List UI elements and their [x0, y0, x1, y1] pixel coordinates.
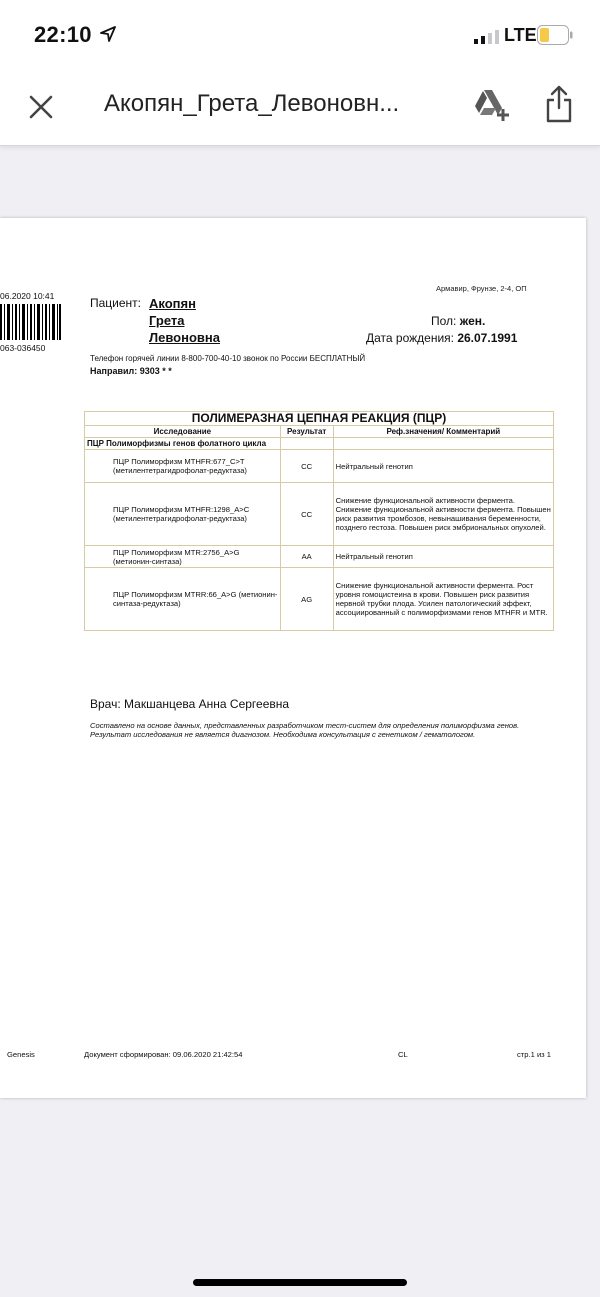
barcode-date: 06.2020 10:41 [0, 291, 55, 301]
patient-patronymic: Левоновна [149, 330, 220, 345]
patient-surname: Акопян [149, 296, 196, 311]
lab-address: Армавир, Фрунзе, 2-4, ОП [436, 284, 527, 293]
home-indicator[interactable] [193, 1279, 407, 1286]
share-icon[interactable] [544, 84, 574, 124]
document-page [0, 218, 586, 1098]
test-comment: Нейтральный генотип [333, 546, 553, 568]
patient-first-name: Грета [149, 313, 185, 328]
status-time: 22:10 [34, 22, 92, 47]
footer-generated: Документ сформирован: 09.06.2020 21:42:54 [84, 1050, 243, 1059]
test-comment: Снижение функциональной активности фермента. Снижение функциональной активности фермента. Повышен риск развития тромбозов, невынашивания беременности, позднего гестоза. Повышен риск эмбриональных опухолей. [333, 483, 553, 546]
patient-label: Пациент: [90, 296, 142, 310]
signal-icon [474, 30, 500, 44]
dob-label: Дата рождения: [366, 331, 454, 345]
close-icon[interactable] [26, 92, 56, 122]
table-row [85, 450, 554, 483]
dob-value: 26.07.1991 [457, 331, 518, 345]
group-empty-comment [333, 438, 553, 450]
header-reference: Реф.значения/ Комментарий [333, 426, 553, 438]
footer-page: стр.1 из 1 [517, 1050, 551, 1059]
hotline-text: Телефон горячей линии 8-800-700-40-10 звонок по России БЕСПЛАТНЫЙ [90, 354, 366, 363]
disclaimer: Составлено на основе данных, представленных разработчиком тест-систем для определения полиморфизма генов. Результат исследования не является диагнозом. Необходима консультация с генетиком / гематологом. [90, 721, 520, 739]
patient-name [149, 295, 220, 346]
test-name: ПЦР Полиморфизм MTHFR:677_C>T (метилентетрагидрофолат-редуктаза) [85, 450, 281, 483]
footer-code: CL [398, 1050, 408, 1059]
patient-dob [366, 331, 517, 345]
test-name: ПЦР Полиморфизм MTHFR:1298_A>C (метилентетрагидрофолат-редуктаза) [85, 483, 281, 546]
table-row [85, 483, 554, 546]
sex-label: Пол: [431, 314, 457, 328]
sex-value: жен. [459, 314, 486, 328]
barcode-number: 063-036450 [0, 343, 46, 353]
test-comment: Снижение функциональной активности фермента. Рост уровня гомоцистеина в крови. Повышен риск развития нервной трубки плода. Усилен патологический эффект, ассоциированный с полиморфизмами генов MTHFR и MTR. [333, 568, 553, 631]
test-result: AG [280, 568, 333, 631]
document-title: Акопян_Грета_Левоновн... [104, 90, 400, 117]
status-bar [0, 0, 600, 70]
table-row [85, 568, 554, 631]
table-row [85, 546, 554, 568]
group-empty-result [280, 438, 333, 450]
location-arrow-icon [100, 26, 116, 42]
document-nav-bar [0, 70, 600, 146]
doctor-line: Врач: Макшанцева Анна Сергеевна [90, 697, 290, 711]
referral-text: Направил: 9303 * * [90, 366, 172, 376]
test-result: AA [280, 546, 333, 568]
network-type: LTE [504, 25, 537, 45]
test-name: ПЦР Полиморфизм MTRR:66_A>G (метионин-синтаза-редуктаза) [85, 568, 281, 631]
results-table [84, 411, 554, 631]
footer-system: Genesis [7, 1050, 35, 1059]
table-title: ПОЛИМЕРАЗНАЯ ЦЕПНАЯ РЕАКЦИЯ (ПЦР) [85, 412, 554, 426]
group-label: ПЦР Полиморфизмы генов фолатного цикла [85, 438, 281, 450]
barcode [0, 304, 62, 340]
header-result: Результат [280, 426, 333, 438]
test-result: CC [280, 483, 333, 546]
battery-icon [537, 25, 573, 45]
patient-sex [431, 314, 485, 328]
drive-add-icon[interactable] [472, 88, 510, 122]
test-result: CC [280, 450, 333, 483]
test-name: ПЦР Полиморфизм MTR:2756_A>G (метионин-синтаза) [85, 546, 281, 568]
test-comment: Нейтральный генотип [333, 450, 553, 483]
header-test: Исследование [85, 426, 281, 438]
